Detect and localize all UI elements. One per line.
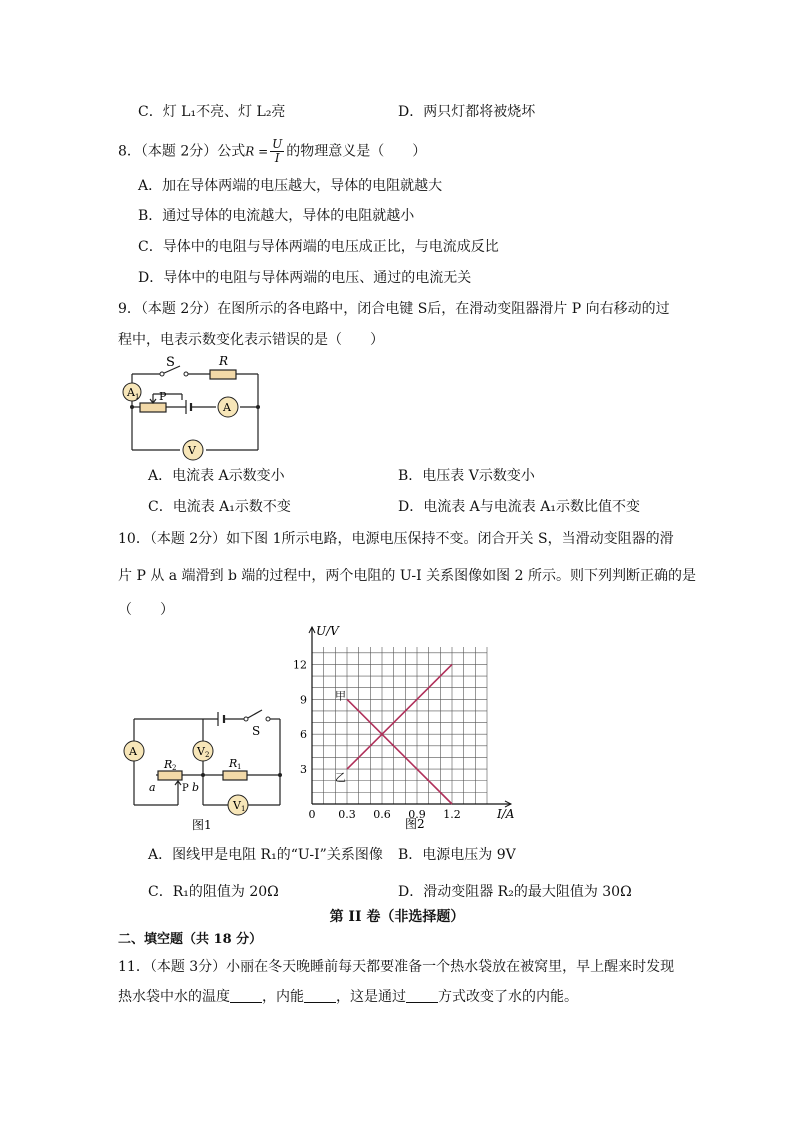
q9-option-c: C．电流表 A₁示数不变 [148,499,291,515]
q9-label-v: V [188,444,196,457]
q9-label-s: S [166,355,175,370]
q10-label-v2-sub: 2 [205,751,210,759]
q8-option-c: C．导体中的电阻与导体两端的电压成正比，与电流成反比 [138,239,499,255]
q10-label-a: A [129,745,137,758]
q10-label-p: P [182,783,189,794]
q9-option-a: A．电流表 A示数变小 [148,468,285,484]
q8-formula-denominator: I [274,151,280,165]
series-line-1 [347,699,452,804]
q10-label-v1: V [233,799,241,812]
q10-label-r2: R [164,758,173,771]
q11-blank-2[interactable] [304,988,336,1003]
q10-label-v1-sub: 1 [241,805,246,813]
q10-option-a: A．图线甲是电阻 R₁的“U-I”关系图像 [148,847,383,863]
series-line-2 [347,664,452,769]
q9-stem-line2: 程中，电表示数变化表示错误的是（ ） [118,332,384,348]
q8-prefix: 8．（本题 2分）公式 [118,143,246,160]
fig2-caption: 图2 [405,817,425,831]
q11-blank-3[interactable] [406,988,438,1003]
q10-label-r2-sub: 2 [172,764,177,772]
q10-fig2-chart [293,620,526,835]
q10-label-v2: V [197,745,205,758]
q7-option-c: C．灯 L₁不亮、灯 L₂亮 [138,104,286,120]
q8-option-d: D．导体中的电阻与导体两端的电压、通过的电流无关 [138,270,472,286]
q9-stem-line1: 9．（本题 2分）在图所示的各电路中，闭合电键 S后，在滑动变阻器滑片 P 向右移动的过 [118,301,670,317]
series-label-1: 甲 [335,689,346,703]
q10-option-d: D．滑动变阻器 R₂的最大阻值为 30Ω [398,884,632,900]
q10-stem-line2: 片 P 从 a 端滑到 b 端的过程中，两个电阻的 U-I 关系图像如图 2 所示。则下列判断正确的是 [118,568,696,584]
q11-blank-1[interactable] [230,988,262,1003]
x-tick-label: 0.3 [338,808,356,821]
q9-label-p: P [159,390,167,403]
q10-stem-line1: 10．（本题 2分）如下图 1所示电路，电源电压保持不变。闭合开关 S，当滑动变阻器的滑 [118,531,674,547]
q8-formula-numerator: U [272,137,283,151]
y-tick-label: 9 [300,693,307,707]
q10-label-r1-sub: 1 [237,763,242,771]
q11-text-c: ，这是通过 [336,989,406,1005]
y-tick-label: 3 [300,763,307,777]
q9-option-d: D．电流表 A与电流表 A₁示数比值不变 [398,499,640,515]
q9-label-a: A [223,401,231,414]
q9-label-r: R [219,354,229,368]
y-tick-label: 6 [300,728,307,742]
q9-label-a1: A [127,386,135,399]
q10-label-r1: R [229,757,238,770]
q10-stem-line3: （ ） [118,602,174,618]
q8-option-b: B．通过导体的电流越大，导体的电阻就越小 [138,208,415,224]
q7-option-d: D．两只灯都将被烧坏 [398,104,536,120]
q8-suffix: 的物理意义是（ ） [286,143,427,160]
q8-formula-lhs: R = [245,144,269,159]
q11-text-a: 热水袋中水的温度 [118,989,230,1005]
q11-text-b: ，内能 [262,989,304,1005]
x-tick-label: 0.9 [408,808,426,821]
q11-text-d: 方式改变了水的内能。 [438,989,578,1005]
q10-label-end-b: b [192,781,200,794]
q9-circuit-diagram [118,352,268,462]
q8-stem [118,138,426,165]
x-tick-label: 0.6 [373,808,391,821]
q10-label-end-a: a [149,781,156,794]
series-label-2: 乙 [335,771,346,785]
x-axis-label: I/A [497,807,515,821]
y-axis-label: U/V [316,624,339,638]
section-title: 第 II 卷（非选择题） [329,909,465,925]
q10-option-c: C．R₁的阻值为 20Ω [148,884,279,900]
q9-label-a1-sub: 1 [135,393,140,401]
x-tick-label: 0 [308,808,316,821]
y-tick-label: 12 [293,658,307,672]
q10-fig1-circuit [118,705,298,835]
q11-stem-line1: 11．（本题 3分）小丽在冬天晚睡前每天都要准备一个热水袋放在被窝里，早上醒来时发现 [118,959,675,975]
section-heading: 二、填空题（共 18 分） [118,932,263,947]
q10-label-s: S [252,724,261,738]
q9-option-b: B．电压表 V示数变小 [398,468,535,484]
q11-stem-line2 [118,987,578,1007]
q8-formula-fraction [270,138,284,165]
q8-option-a: A．加在导体两端的电压越大，导体的电阻就越大 [138,178,443,194]
x-tick-label: 1.2 [443,808,461,821]
q10-fig1-caption: 图1 [192,818,212,832]
q10-option-b: B．电源电压为 9V [398,847,516,863]
